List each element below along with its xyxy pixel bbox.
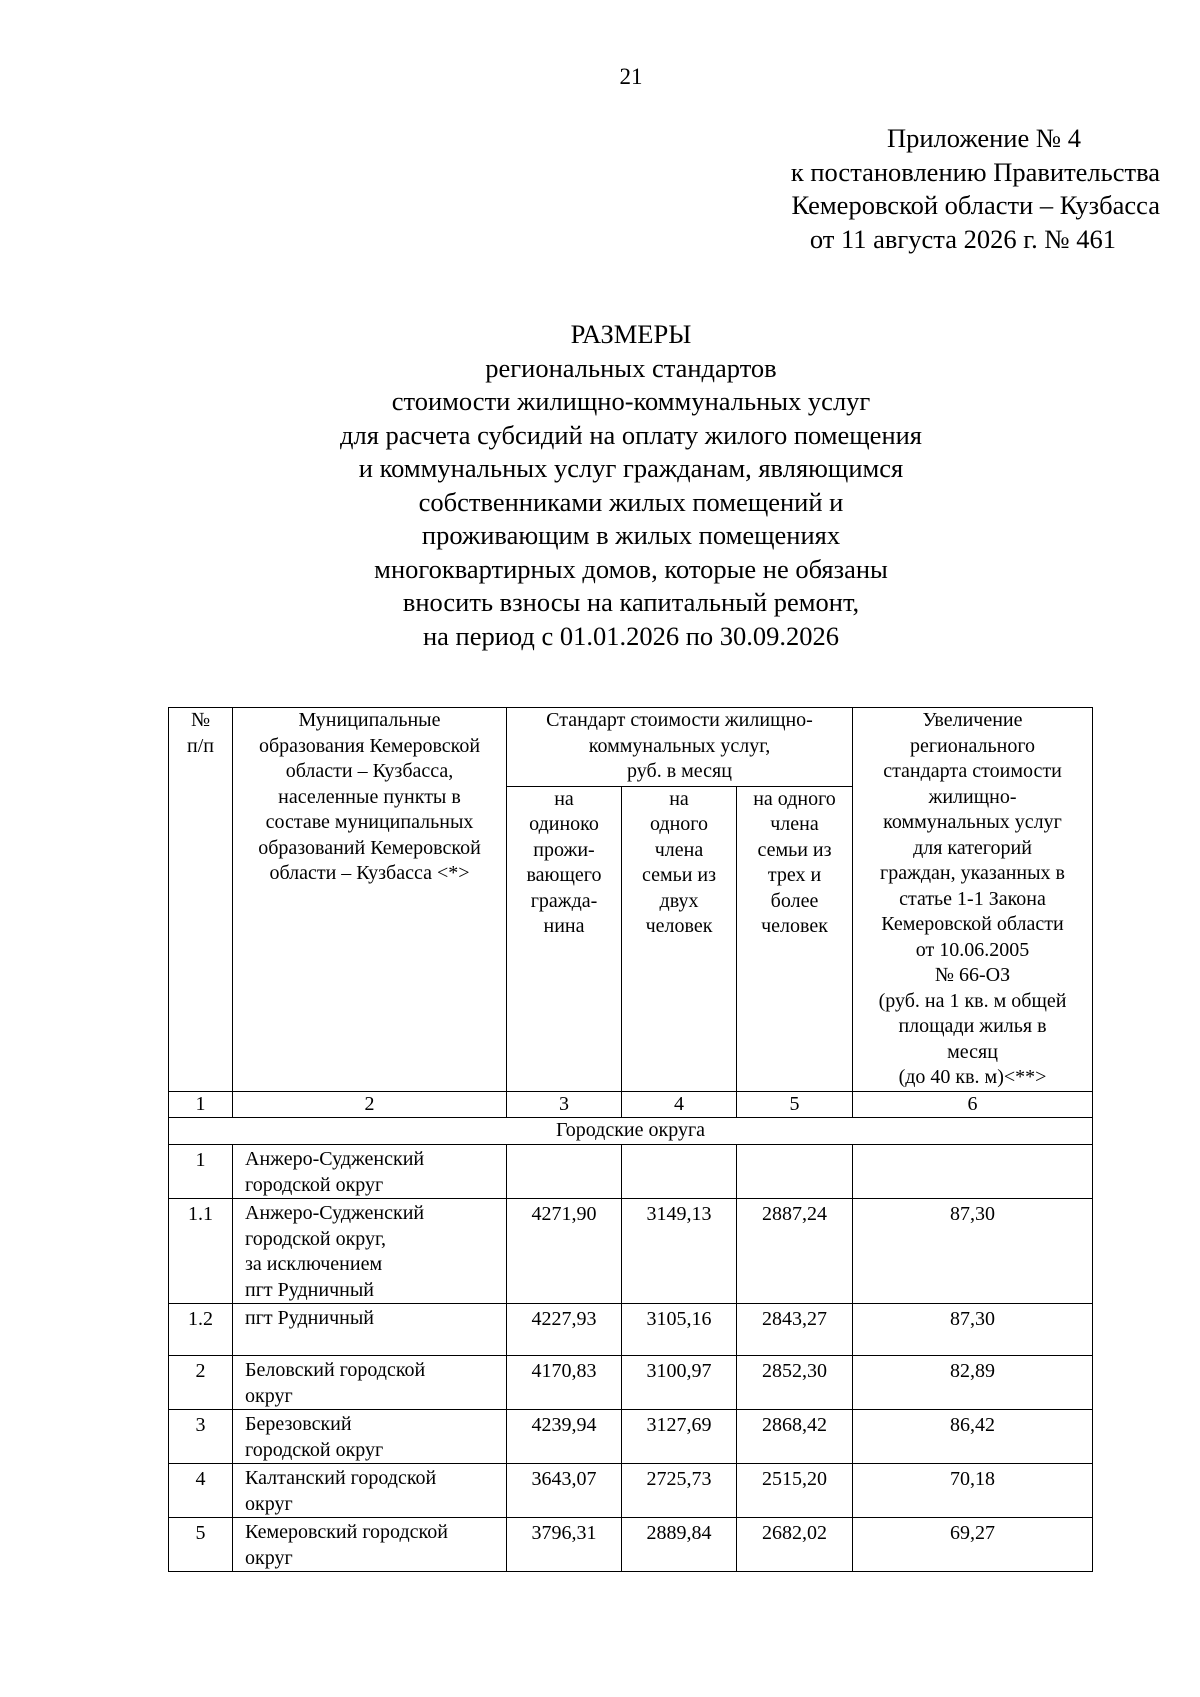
section-title: Городские округа [169, 1118, 1093, 1145]
three-plus-value: 2843,27 [737, 1304, 853, 1356]
document-title [0, 318, 1200, 653]
title-line: вносить взносы на капитальный ремонт, [402, 587, 860, 617]
two-person-value: 3105,16 [622, 1304, 737, 1356]
title-line: для расчета субсидий на оплату жилого помещения [340, 419, 922, 450]
increase-value: 87,30 [853, 1199, 1093, 1304]
column-number: 3 [507, 1091, 622, 1118]
single-citizen-value: 4271,90 [507, 1199, 622, 1304]
municipality-name-line: пгт Рудничный [245, 1278, 374, 1301]
header-line: вающего [526, 864, 602, 887]
single-citizen-value: 3796,31 [507, 1518, 622, 1572]
row-number: 2 [169, 1356, 233, 1410]
row-number: 3 [169, 1410, 233, 1464]
municipality-name [233, 1145, 507, 1199]
header-line: № [190, 709, 211, 731]
three-plus-value [737, 1145, 853, 1199]
title-line: РАЗМЕРЫ [570, 319, 692, 349]
two-person-value: 2889,84 [622, 1518, 737, 1572]
header-line: Муниципальные [298, 709, 441, 731]
single-citizen-value: 4227,93 [507, 1304, 622, 1356]
single-citizen-value: 3643,07 [507, 1464, 622, 1518]
header-line: на [669, 787, 689, 810]
single-citizen-value: 4239,94 [507, 1410, 622, 1464]
header-line: семьи из [641, 864, 717, 887]
header-cell-three-plus-family [737, 786, 853, 1091]
appendix-line: Приложение № 4 [886, 123, 1081, 153]
header-cell-number [169, 708, 233, 1092]
appendix-line: Кемеровской области – Кузбасса [791, 190, 1160, 220]
row-number: 1 [169, 1145, 233, 1199]
two-person-value [622, 1145, 737, 1199]
header-line: человек [761, 915, 828, 938]
header-line: статье 1-1 Закона [899, 887, 1046, 910]
municipality-name-line: пгт Рудничный [245, 1307, 374, 1329]
appendix-block [640, 122, 1160, 256]
table-row [169, 1410, 1093, 1464]
municipality-name-line: городской округ [245, 1173, 384, 1196]
municipality-name-line: Анжеро-Судженский [245, 1148, 425, 1170]
municipality-name-line: Березовский [245, 1413, 352, 1435]
municipality-name-line: округ [245, 1384, 293, 1407]
header-line: одного [649, 813, 708, 836]
appendix-line: к постановлению Правительства [790, 156, 1160, 187]
column-number: 6 [853, 1091, 1093, 1118]
three-plus-value: 2852,30 [737, 1356, 853, 1410]
municipality-name-line: городской округ [245, 1438, 384, 1461]
increase-value: 82,89 [853, 1356, 1093, 1410]
title-line: на период с 01.01.2026 по 30.09.2026 [422, 620, 840, 651]
header-line: Увеличение [922, 709, 1023, 731]
header-line: на одного [753, 787, 836, 810]
municipality-name [233, 1304, 507, 1356]
title-line: и коммунальных услуг гражданам, являющимся [358, 453, 904, 483]
municipality-name [233, 1464, 507, 1518]
header-line: граждан, указанных в [879, 862, 1065, 884]
municipality-name-line: за исключением [245, 1253, 383, 1275]
table-row [169, 1199, 1093, 1304]
municipality-name [233, 1356, 507, 1410]
header-line: коммунальных услуг [883, 811, 1062, 833]
row-number: 5 [169, 1518, 233, 1572]
header-line: одиноко [529, 813, 599, 836]
header-line: коммунальных услуг, [588, 734, 771, 757]
municipality-name-line: округ [245, 1546, 293, 1569]
two-person-value: 3127,69 [622, 1410, 737, 1464]
three-plus-value: 2887,24 [737, 1199, 853, 1304]
header-line: более [770, 889, 819, 912]
increase-value [853, 1145, 1093, 1199]
municipality-name [233, 1199, 507, 1304]
section-row [169, 1118, 1093, 1145]
increase-value: 87,30 [853, 1304, 1093, 1356]
row-number: 4 [169, 1464, 233, 1518]
header-line: на [554, 787, 574, 810]
title-line: многоквартирных домов, которые не обязаны [374, 553, 888, 584]
header-line: человек [645, 915, 713, 938]
header-line: (руб. на 1 кв. м общей [878, 989, 1067, 1012]
increase-value: 86,42 [853, 1410, 1093, 1464]
title-line: собственниками жилых помещений и [418, 486, 844, 517]
column-number: 5 [737, 1091, 853, 1118]
page-number: 21 [619, 64, 643, 89]
appendix-line: от 11 августа 2026 г. № 461 [809, 223, 1116, 254]
table-row [169, 1356, 1093, 1410]
municipality-name [233, 1518, 507, 1572]
increase-value: 70,18 [853, 1464, 1093, 1518]
header-line: трех и [767, 864, 822, 887]
header-line: от 10.06.2005 [915, 938, 1030, 961]
header-line: для категорий [913, 836, 1032, 859]
header-line: площади жилья в [898, 1015, 1047, 1037]
title-line: региональных стандартов [485, 352, 777, 383]
header-cell-single-citizen [507, 786, 622, 1091]
header-line: населенные пункты в [278, 785, 461, 808]
header-line: гражда- [530, 889, 598, 912]
header-line: Кемеровской области [881, 913, 1064, 935]
header-line: области – Кузбасса <*> [269, 862, 470, 884]
header-cell-two-person-family [622, 786, 737, 1091]
municipality-name-line: округ [245, 1492, 293, 1515]
header-cell-increase [853, 708, 1093, 1092]
header-line: (до 40 кв. м)<**> [898, 1066, 1047, 1088]
header-line: составе муниципальных [265, 811, 474, 833]
municipality-name-line: Калтанский городской [245, 1467, 437, 1489]
row-number: 1.2 [169, 1304, 233, 1356]
header-line: двух [659, 889, 699, 912]
three-plus-value: 2515,20 [737, 1464, 853, 1518]
three-plus-value: 2868,42 [737, 1410, 853, 1464]
header-line: нина [543, 915, 585, 938]
column-number-row [169, 1091, 1093, 1118]
municipality-name-line: Кемеровский городской [245, 1521, 448, 1543]
two-person-value: 3149,13 [622, 1199, 737, 1304]
increase-value: 69,27 [853, 1518, 1093, 1572]
three-plus-value: 2682,02 [737, 1518, 853, 1572]
row-number: 1.1 [169, 1199, 233, 1304]
header-line: члена [654, 838, 704, 861]
header-cell-municipality [233, 708, 507, 1092]
header-line: члена [770, 813, 819, 836]
header-line: стандарта стоимости [883, 760, 1062, 782]
table-row [169, 1464, 1093, 1518]
column-number: 4 [622, 1091, 737, 1118]
header-row [169, 708, 1093, 787]
header-cell-cost-standard [507, 708, 853, 787]
municipality-name [233, 1410, 507, 1464]
table-row [169, 1518, 1093, 1572]
municipality-name-line: Беловский городской [245, 1359, 426, 1381]
two-person-value: 3100,97 [622, 1356, 737, 1410]
header-line: прожи- [533, 838, 595, 861]
header-line: Стандарт стоимости жилищно- [546, 709, 813, 731]
standards-table [168, 707, 1093, 1572]
municipality-name-line: Анжеро-Судженский [245, 1202, 425, 1224]
header-line: регионального [909, 734, 1036, 757]
table-row [169, 1304, 1093, 1356]
table-body [169, 1145, 1093, 1572]
title-line: стоимости жилищно-коммунальных услуг [391, 386, 871, 416]
header-line: месяц [947, 1040, 998, 1063]
header-line: области – Кузбасса, [285, 760, 454, 782]
two-person-value: 2725,73 [622, 1464, 737, 1518]
municipality-name-line: городской округ, [245, 1227, 386, 1250]
header-line: п/п [187, 734, 214, 757]
header-line: жилищно- [928, 785, 1017, 808]
title-line: проживающим в жилых помещениях [421, 520, 841, 550]
single-citizen-value [507, 1145, 622, 1199]
column-number: 2 [233, 1091, 507, 1118]
single-citizen-value: 4170,83 [507, 1356, 622, 1410]
table-row [169, 1145, 1093, 1199]
header-line: образований Кемеровской [258, 836, 481, 859]
column-number: 1 [169, 1091, 233, 1118]
header-line: № 66-ОЗ [934, 964, 1011, 986]
header-line: образования Кемеровской [258, 734, 481, 757]
header-line: руб. в месяц [627, 760, 732, 782]
header-line: семьи из [757, 838, 832, 861]
